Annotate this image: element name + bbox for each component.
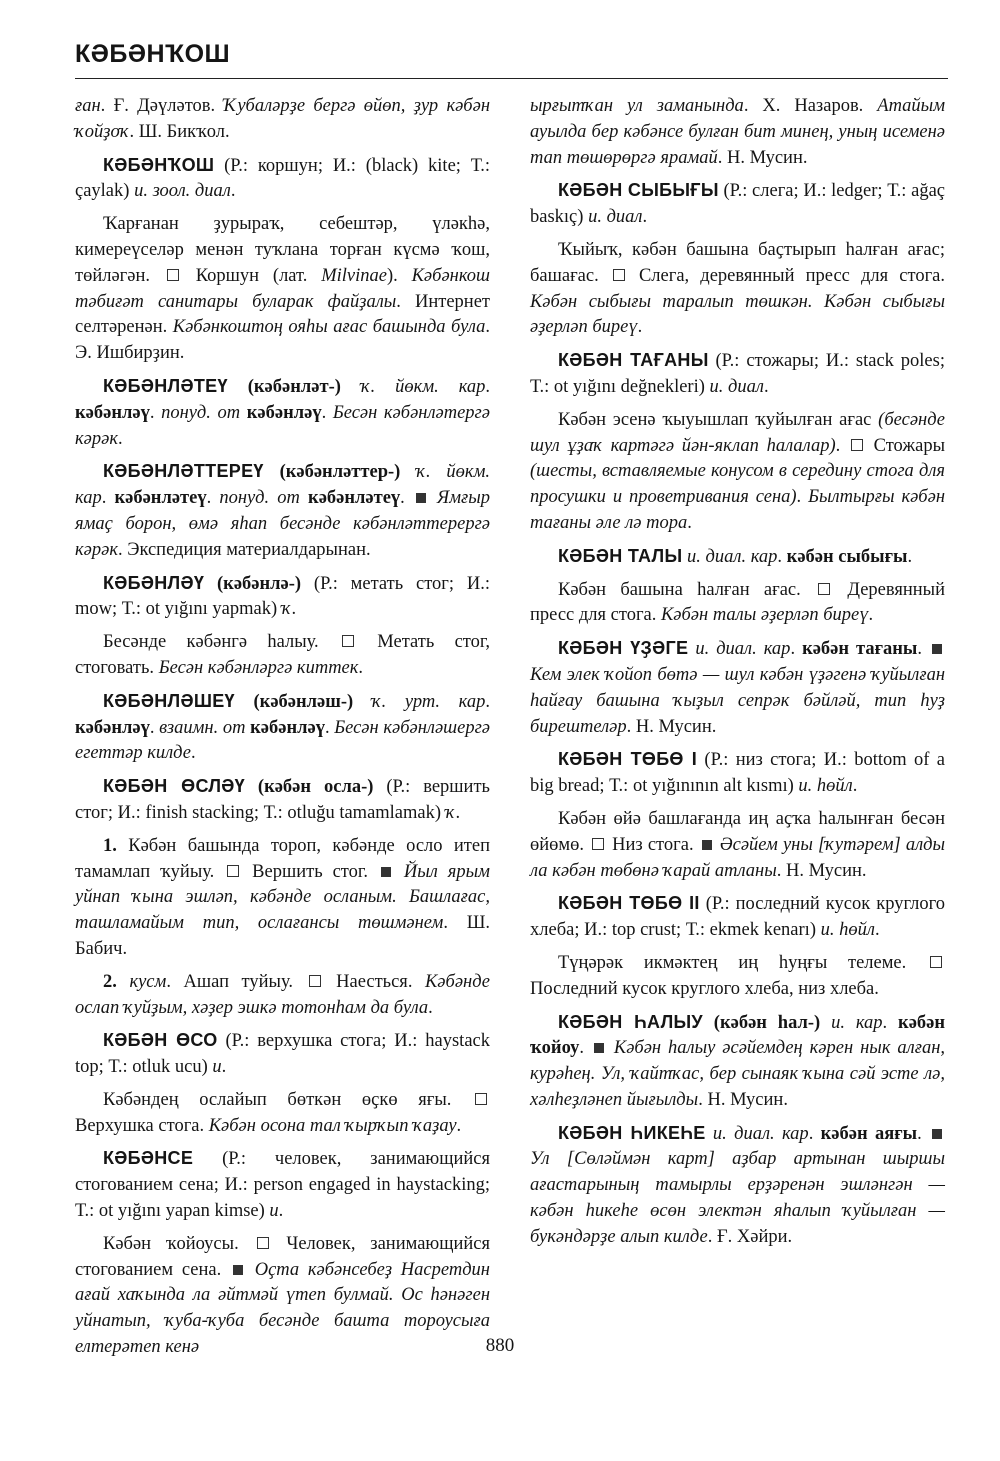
dictionary-paragraph: ырғытҡан ул заманында. Х. Назаров. Атайым ауылда бер кәбәнсе булған бит минең, уның исеменә тап төшөрөргә ярамай. Н. Мусин. xyxy=(530,96,946,168)
dictionary-paragraph: КӘБӘН ТӨБӨ I (Р.: низ стога; И.: bottom of a big bread; Т.: ot yığınının alt kısmı) и. һөйл. xyxy=(530,749,945,797)
headword: КӘБӘН ҺИКЕҺЕ xyxy=(558,1122,706,1143)
white-square-icon xyxy=(257,1237,269,1249)
right-column xyxy=(530,94,945,1258)
black-square-icon xyxy=(233,1265,243,1275)
white-square-icon xyxy=(613,269,625,281)
black-square-icon xyxy=(702,840,712,850)
white-square-icon xyxy=(227,865,239,877)
dictionary-paragraph: КӘБӘН СЫБЫҒЫ (Р.: слега; И.: ledger; Т.: ağaç baskıç) и. диал. xyxy=(530,180,945,228)
headword: КӘБӘНЛӘШЕҮ xyxy=(103,690,235,711)
black-square-icon xyxy=(594,1043,604,1053)
headword: КӘБӘН СЫБЫҒЫ xyxy=(558,180,719,201)
headword: КӘБӘНЛӘҮ xyxy=(103,572,205,593)
dictionary-paragraph: Кәбәндең ослайып бөткән өҫкө яғы. Верхушка стога. Кәбән осона тал ҡырҡып ҡаҙау. xyxy=(75,1088,490,1140)
dictionary-paragraph: КӘБӘН ТАҒАНЫ (Р.: стожары; И.: stack poles; Т.: ot yığını değnekleri) и. диал. xyxy=(530,350,945,397)
headword: КӘБӘН ТӨБӨ I xyxy=(558,749,698,770)
black-square-icon xyxy=(381,867,391,877)
dictionary-paragraph: Бесәнде кәбәнгә һалыу. Метать стог, стоговать. Бесән кәбәнләргә киттек. xyxy=(75,632,490,678)
dictionary-paragraph: Кәбән өйә башлағанда иң аҫҡа һалынған бесән өйөмө. Низ стога. Әсәйем уны [ҡутәрем] алды ла кәбән төбөнә ҡарай атланы. Н. Мусин. xyxy=(530,808,946,881)
dictionary-paragraph: КӘБӘН ҺИКЕҺЕ и. диал. кар. кәбән аяғы. Ул [Сөләймән карт] аҙбар артынан шыршы ағастарының тамырлы ерҙәренән эшләнгән — кәбән һикеһе өсөн электән яһалып ҡуйылған — букәндәрҙе алып килде. Ғ. Хәйри. xyxy=(530,1122,945,1247)
dictionary-paragraph: КӘБӘН ӨСО (Р.: верхушка стога; И.: haystack top; Т.: otluk ucu) и. xyxy=(75,1030,490,1078)
black-square-icon xyxy=(416,493,426,503)
header-rule xyxy=(75,78,948,79)
headword: КӘБӘНЛӘТЕҮ xyxy=(103,375,228,396)
running-head: КӘБӘНҠОШ xyxy=(75,40,231,68)
headword: КӘБӘН ТАҒАНЫ xyxy=(558,350,709,371)
white-square-icon xyxy=(342,635,354,647)
dictionary-paragraph: КӘБӘНСЕ (Р.: человек, занимающийся стогованием сена; И.: person engaged in haystacking; Т.: ot yığını yapan kimse) и. xyxy=(75,1148,490,1222)
dictionary-paragraph: КӘБӘН ҮҘӘГЕ и. диал. кар. кәбән тағаны. Кем элек ҡойоп бөтә — шул кәбән үҙәгенә ҡуйылған һайғау башына ҡыҙыл сепрәк бәйләй, тип һуҙ бирештеләр. Н. Мусин. xyxy=(530,638,945,737)
dictionary-paragraph: ған. Ғ. Дәүләтов. Ҡубаләрҙе бергә өйөп, ҙур кәбән ҡойҙоҡ. Ш. Бикҡол. xyxy=(75,96,491,142)
dictionary-paragraph: КӘБӘН ТАЛЫ и. диал. кар. кәбән сыбығы. xyxy=(558,545,913,567)
headword: КӘБӘНҠОШ xyxy=(103,154,215,175)
white-square-icon xyxy=(592,838,604,850)
white-square-icon xyxy=(309,975,321,987)
dictionary-paragraph: КӘБӘН ӨСЛӘҮ (кәбән осла-) (Р.: вершить стог; И.: finish stacking; Т.: otluğu tamamlamak) ҡ. xyxy=(75,776,490,823)
dictionary-paragraph: 2. кусм. Ашап туйыу. Наесться. Кәбәнде ослап ҡуйҙым, хәҙер эшкә тотонһам да була. xyxy=(75,971,491,1018)
dictionary-paragraph: Ҡарғанан ҙурыраҡ, себештәр, үләкһә, кимереүселәр менән туҡлана торған күсмә ҡош, төйләгән. Коршун (лат. Milvinae). Кәбәнкош тәбиғәт санитары буларак файҙалы. Интернет селтәренән. Кәбәнкоштоң ояһы ағас башында була. Э. Ишбирҙин. xyxy=(75,214,491,364)
dictionary-paragraph: Кәбән ҡойоусы. Человек, занимающийся стогованием сена. Оҫта кәбәнсебеҙ Насретдин ағай хаҡында ла әйтмәй үтеп булмай. Ос һәнәген уйнатып, ҡуба-ҡуба бесәнде башта тороусыға елтерәтеп кенә xyxy=(75,1233,490,1358)
white-square-icon xyxy=(930,956,942,968)
headword: КӘБӘН ТАЛЫ xyxy=(558,545,683,566)
dictionary-paragraph: КӘБӘНЛӘШЕҮ (кәбәнләш-) ҡ. урт. кар. кәбәнләү. взаимн. от кәбәнләү. Бесән кәбәнләшергә егеттәр килде. xyxy=(75,690,491,764)
dictionary-paragraph: Түңәрәк икмәктең иң һуңғы телеме. Последний кусок круглого хлеба, низ хлеба. xyxy=(530,951,945,1003)
headword: КӘБӘН ӨСО xyxy=(103,1030,218,1051)
white-square-icon xyxy=(475,1093,487,1105)
dictionary-paragraph: КӘБӘНҠОШ (Р.: коршун; И.: (black) kite; Т.: çaylak) и. зоол. диал. xyxy=(75,154,490,202)
dictionary-paragraph: КӘБӘН ҺАЛЫУ (кәбән һал-) и. кар. кәбән ҡойоу. Кәбән һалыу әсәйемдең кәрен нык алған, курәһең. Ул, ҡайтҡас, бер сынаяк ҡына сәй эсте лә, хәлһеҙләнеп йығылды. Н. Мусин. xyxy=(530,1011,946,1110)
black-square-icon xyxy=(932,1129,942,1139)
dictionary-paragraph: КӘБӘНЛӘҮ (кәбәнлә-) (Р.: метать стог; И.: mow; Т.: ot yığını yapmak) ҡ. xyxy=(75,572,490,620)
white-square-icon xyxy=(851,439,863,451)
white-square-icon xyxy=(818,583,830,595)
headword: КӘБӘН ҺАЛЫУ xyxy=(558,1011,703,1032)
headword: КӘБӘН ӨСЛӘҮ xyxy=(103,776,245,797)
dictionary-paragraph: Ҡыйыҡ, кәбән башына баҫтырып һалған ағас; башағас. Слега, деревянный пресс для стога. Кәбән сыбығы таралып төшкән. Кәбән сыбығы әҙерләп биреү. xyxy=(530,239,945,338)
dictionary-paragraph: 1. Кәбән башында тороп, кәбәнде осло итеп тамамлап ҡуйыу. Вершить стог. Йыл ярым уйнап ҡына эшләп, кәбәнде осланым. Башлағас, ташламайым тип, ослағансы төшмәнем. Ш. Бабич. xyxy=(75,835,490,959)
headword: КӘБӘН ҮҘӘГЕ xyxy=(558,638,689,659)
headword: КӘБӘНСЕ xyxy=(103,1148,194,1169)
dictionary-paragraph: Кәбән эсенә ҡыуышлап ҡуйылған ағас (бесәнде шул ұҙаҡ картәгә йән-яклап һалалар). Стожары (шесты, вставляемые конусом в середину стога для просушки и проветривания сена). Былтырғы кәбән тағаны әле лә тора. xyxy=(530,409,945,533)
white-square-icon xyxy=(167,269,179,281)
dictionary-paragraph: Кәбән башына һалған ағас. Деревянный пресс для стога. Кәбән талы әҙерләп биреү. xyxy=(530,579,946,626)
left-column xyxy=(75,94,490,1368)
dictionary-paragraph: КӘБӘНЛӘТЕҮ (кәбәнләт-) ҡ. йөкм. кар. кәбәнләү. понуд. от кәбәнләү. Бесән кәбәнләтергә кәрәк. xyxy=(75,375,491,449)
headword: КӘБӘНЛӘТТЕРЕҮ xyxy=(103,461,264,482)
dictionary-paragraph: КӘБӘН ТӨБӨ II (Р.: последний кусок круглого хлеба; И.: top crust; Т.: ekmek kenarı) и. һөйл. xyxy=(530,893,946,941)
dictionary-paragraph: КӘБӘНЛӘТТЕРЕҮ (кәбәнләттер-) ҡ. йөкм. кар. кәбәнләтеү. понуд. от кәбәнләтеү. Ямғыр ямаҫ борон, өмә яһап бесәнде кәбәнләттерергә кәрәк. Экспедиция материалдарынан. xyxy=(75,461,491,560)
page-number: 880 xyxy=(485,1335,515,1356)
headword: КӘБӘН ТӨБӨ II xyxy=(558,893,700,914)
black-square-icon xyxy=(932,644,942,654)
